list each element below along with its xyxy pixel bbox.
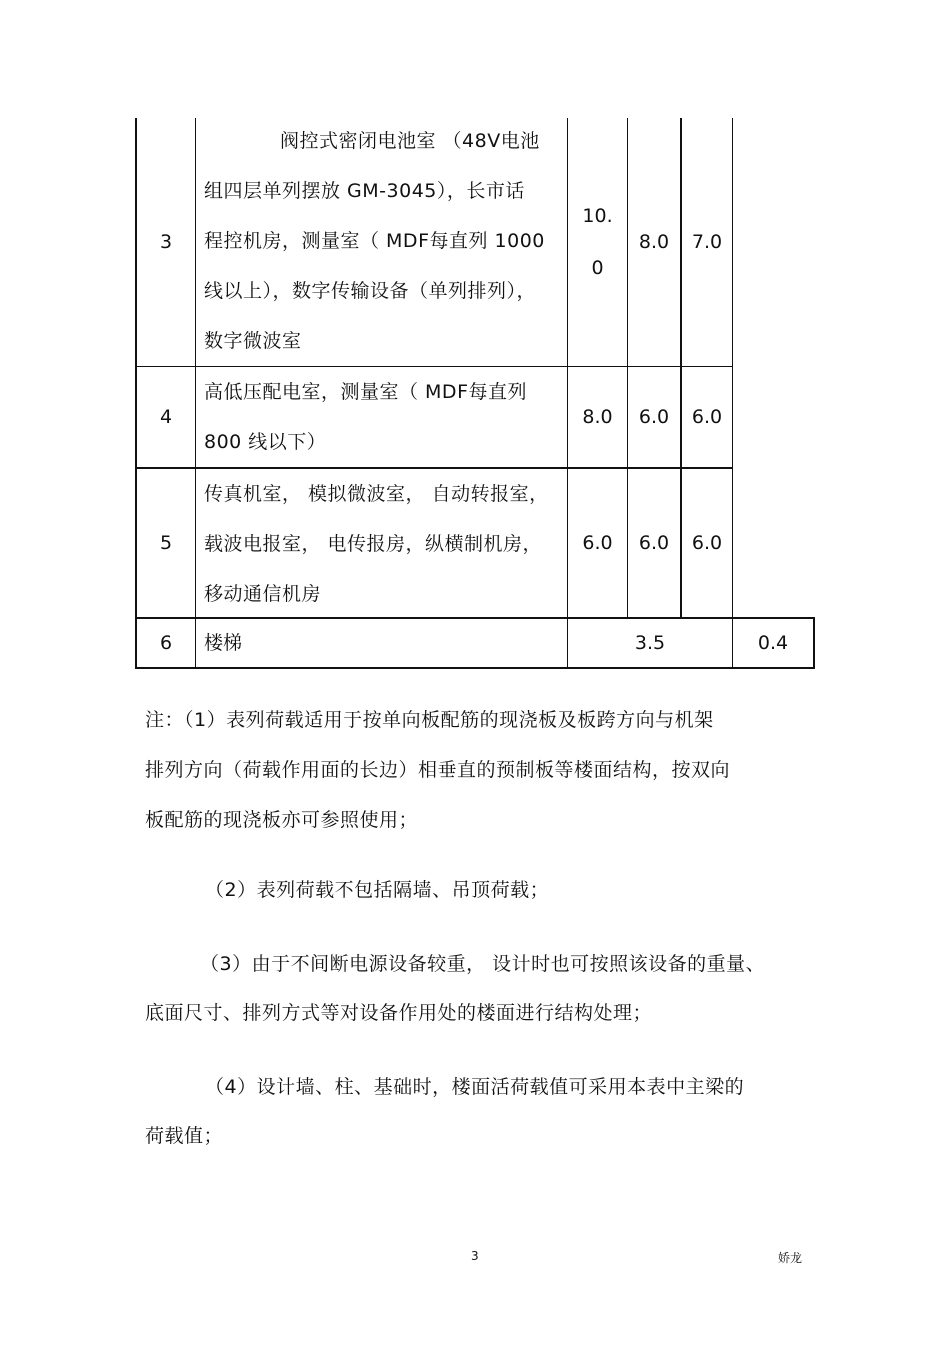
desc-line: 数字微波室	[204, 330, 302, 352]
desc-line: 载波电报室， 电传报房，纵横制机房，	[204, 533, 543, 555]
load-value-slab: 8.0	[582, 406, 613, 428]
desc-line: 组四层单列摆放 GM-3045），长市话	[204, 180, 525, 202]
row-number: 3	[159, 231, 173, 253]
note-1-line-3: 板配筋的现浇板亦可参照使用；	[145, 809, 419, 831]
table-divider	[732, 118, 733, 669]
load-value-main-beam: 7.0	[691, 231, 723, 253]
desc-line: 传真机室， 模拟微波室， 自动转报室，	[204, 483, 549, 505]
row-number: 6	[159, 632, 173, 654]
desc-line: 移动通信机房	[204, 583, 322, 605]
row-description	[204, 367, 566, 467]
table-divider	[195, 118, 196, 669]
footer-author: 娇龙	[778, 1251, 803, 1265]
desc-line: 阀控式密闭电池室 （48V电池	[280, 130, 540, 152]
load-value-secondary-beam: 6.0	[638, 532, 670, 554]
row-description	[204, 469, 566, 619]
load-value-slab: 6.0	[582, 532, 613, 554]
desc-line: 高低压配电室，测量室（ MDF每直列	[204, 381, 527, 403]
load-value-secondary-beam: 6.0	[638, 406, 670, 428]
row-description: 楼梯	[204, 632, 243, 654]
row-description	[204, 116, 566, 366]
note-1-line-2: 排列方向（荷载作用面的长边）相垂直的预制板等楼面结构，按双向	[145, 759, 731, 781]
row-number: 5	[159, 532, 173, 554]
note-1-line-1: 注：（1）表列荷载适用于按单向板配筋的现浇板及板跨方向与机架	[145, 709, 714, 731]
table-border-bottom	[135, 667, 815, 669]
load-value-main-beam: 6.0	[691, 532, 723, 554]
desc-line: 线以上），数字传输设备（单列排列），	[204, 280, 537, 302]
load-value-extra: 0.4	[757, 632, 789, 654]
load-value-slab: 10.0	[582, 205, 613, 279]
desc-line: 800 线以下）	[204, 431, 327, 453]
load-value-secondary-beam: 8.0	[638, 231, 670, 253]
row-number: 4	[159, 406, 173, 428]
note-4-line-1: （4）设计墙、柱、基础时，楼面活荷载值可采用本表中主梁的	[205, 1076, 745, 1098]
load-value-main-beam: 6.0	[691, 406, 723, 428]
desc-line: 程控机房，测量室（ MDF每直列 1000	[204, 230, 545, 252]
note-4-line-2: 荷载值；	[145, 1125, 224, 1147]
note-3-line-1: （3）由于不间断电源设备较重， 设计时也可按照该设备的重量、	[200, 953, 766, 975]
load-value-merged: 3.5	[634, 632, 666, 654]
page-number: 3	[471, 1249, 479, 1263]
table-border-right	[813, 618, 815, 669]
note-2: （2）表列荷载不包括隔墙、吊顶荷载；	[205, 879, 550, 901]
note-3-line-2: 底面尺寸、排列方式等对设备作用处的楼面进行结构处理；	[145, 1002, 653, 1024]
